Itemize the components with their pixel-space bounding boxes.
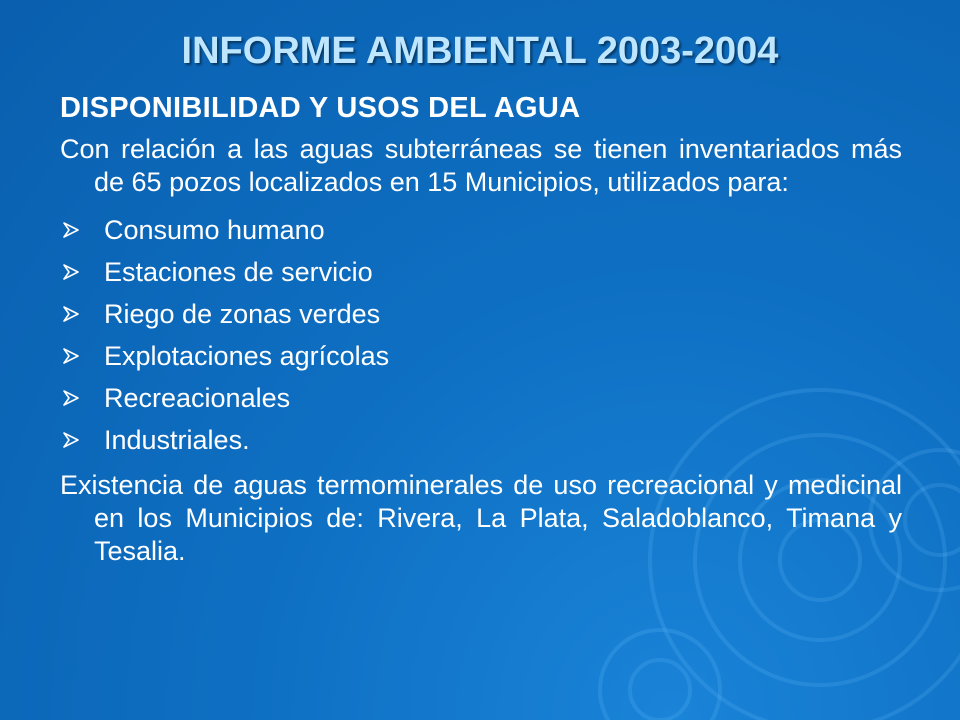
chevron-arrow-icon	[62, 389, 80, 407]
closing-paragraph: Existencia de aguas termominerales de uso recreacional y medicinal en los Municipios de: Rivera, La Plata, Saladoblanco, Timana y Tesalia.	[60, 470, 902, 566]
list-item	[60, 251, 902, 293]
list-item	[60, 209, 902, 251]
slide-subtitle: DISPONIBILIDAD Y USOS DEL AGUA	[60, 92, 581, 124]
list-item	[60, 377, 902, 419]
slide-content	[60, 92, 902, 568]
slide-title: INFORME AMBIENTAL 2003-2004	[181, 30, 779, 72]
list-item-label: Industriales.	[104, 424, 250, 455]
list-item	[60, 335, 902, 377]
list-item-label: Estaciones de servicio	[104, 256, 373, 287]
chevron-arrow-icon	[62, 221, 80, 239]
list-item-label: Explotaciones agrícolas	[104, 340, 390, 371]
list-item	[60, 293, 902, 335]
list-item-label: Consumo humano	[104, 214, 325, 245]
chevron-arrow-icon	[62, 431, 80, 449]
list-item	[60, 419, 902, 461]
chevron-arrow-icon	[62, 305, 80, 323]
chevron-arrow-icon	[62, 347, 80, 365]
chevron-arrow-icon	[62, 263, 80, 281]
list-item-label: Recreacionales	[104, 382, 291, 413]
intro-paragraph: Con relación a las aguas subterráneas se tienen inventariados más de 65 pozos localizados en 15 Municipios, utilizados para:	[60, 134, 902, 197]
list-item-label: Riego de zonas verdes	[104, 298, 381, 329]
uses-list	[60, 209, 902, 461]
